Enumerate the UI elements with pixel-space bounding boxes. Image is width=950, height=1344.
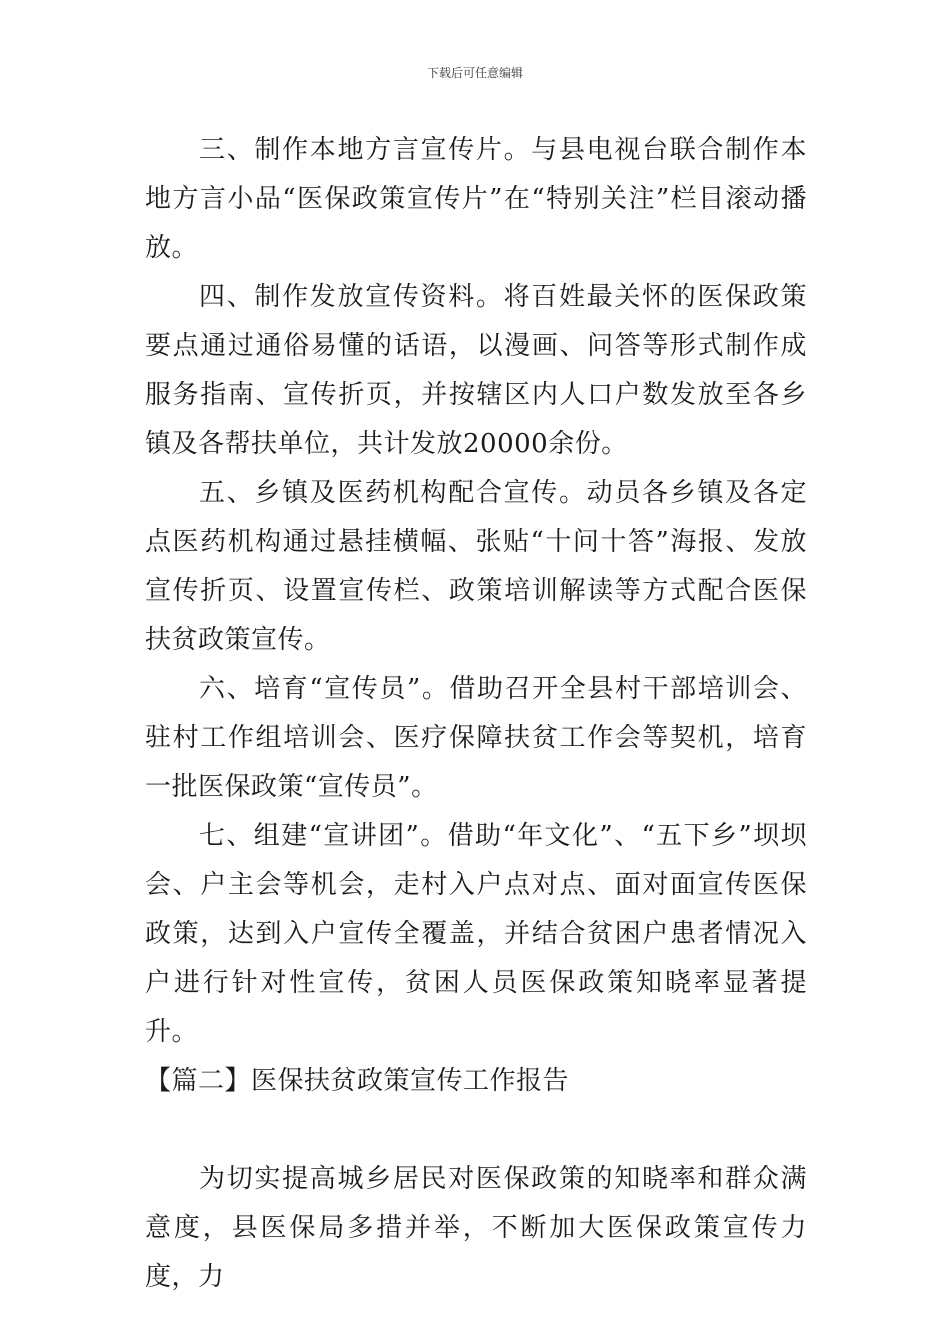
paragraph-5: 五、乡镇及医药机构配合宣传。动员各乡镇及各定点医药机构通过悬挂横幅、张贴“十问十答”海报、发放宣传折页、设置宣传栏、政策培训解读等方式配合医保扶贫政策宣传。 [145,478,807,655]
section-title: 【篇二】医保扶贫政策宣传工作报告 [145,1066,570,1096]
paragraph-7: 七、组建“宣讲团”。借助“年文化”、“五下乡”坝坝会、户主会等机会，走村入户点对点、面对面宣传医保政策，达到入户宣传全覆盖，并结合贫困户患者情况入户进行针对性宣传，贫困人员医保政策知晓率显著提升。 [145,821,807,1047]
paragraph-3: 三、制作本地方言宣传片。与县电视台联合制作本地方言小品“医保政策宣传片”在“特别关注”栏目滚动播放。 [145,135,807,263]
page-header-note: 下载后可任意编辑 [426,66,523,80]
paragraph-6: 六、培育“宣传员”。借助召开全县村干部培训会、驻村工作组培训会、医疗保障扶贫工作会等契机，培育一批医保政策“宣传员”。 [145,674,807,802]
document-body [145,126,807,1302]
paragraph-4: 四、制作发放宣传资料。将百姓最关怀的医保政策要点通过通俗易懂的话语，以漫画、问答等形式制作成服务指南、宣传折页，并按辖区内人口户数发放至各乡镇及各帮扶单位，共计发放20000余份。 [145,282,807,459]
blank-line [145,1106,807,1155]
intro-paragraph: 为切实提高城乡居民对医保政策的知晓率和群众满意度，县医保局多措并举，不断加大医保政策宣传力度，力 [145,1164,807,1292]
